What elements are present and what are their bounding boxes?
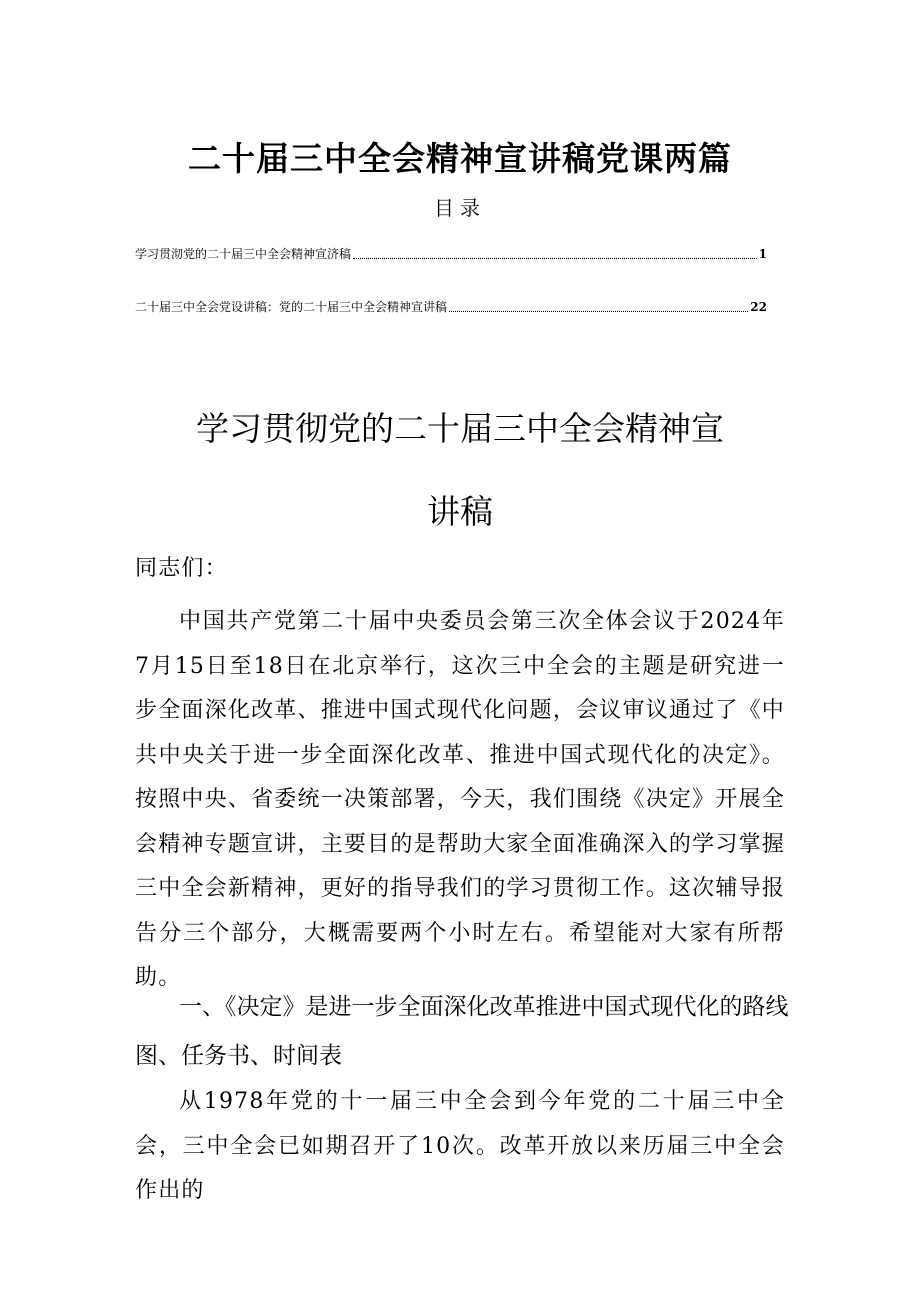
salutation: 同志们： bbox=[135, 556, 228, 581]
toc-leader-dots bbox=[449, 310, 748, 312]
section-title-line2: 讲稿 bbox=[427, 492, 493, 531]
toc-entry[interactable] bbox=[135, 246, 767, 262]
toc-entry-text: 二十届三中全会党设讲稿：党的二十届三中全会精神宣讲稿 bbox=[135, 300, 448, 314]
document-title: 二十届三中全会精神宣讲稿党课两篇 bbox=[188, 139, 732, 178]
section-title-line1: 学习贯彻党的二十届三中全会精神宣 bbox=[196, 409, 724, 448]
toc-heading: 目录 bbox=[434, 196, 486, 220]
body-paragraph-1: 中国共产党第二十届中央委员会第三次全体会议于2024年7月15日至18日在北京举行，这次三中全会的主题是研究进一步全面深化改革、推进中国式现代化问题，会议审议通过了《中共中央关于进一步全面深化改革、推进中国式现代化的决定》。按照中央、省委统一决策部署，今天，我们围绕《决定》开展全会精神专题宣讲，主要目的是帮助大家全面准确深入的学习掌握三中全会新精神，更好的指导我们的学习贯彻工作。这次辅导报告分三个部分，大概需要两个小时左右。希望能对大家有所帮助。 bbox=[135, 609, 785, 990]
toc-entry[interactable] bbox=[135, 299, 767, 315]
toc-entry-page: 1 bbox=[758, 247, 767, 261]
body-paragraph-2: 从1978年党的十一届三中全会到今年党的二十届三中全会，三中全会已如期召开了10次。改革开放以来历届三中全会作出的 bbox=[135, 1089, 785, 1203]
toc-entry-page: 22 bbox=[750, 300, 767, 314]
subheading-1: 一、《决定》是进一步全面深化改革推进中国式现代化的路线图、任务书、时间表 bbox=[135, 994, 789, 1069]
toc-entry-text: 学习贯沏党的二十届三中全会精神宣济稿 bbox=[135, 247, 352, 261]
toc-leader-dots bbox=[353, 257, 757, 259]
